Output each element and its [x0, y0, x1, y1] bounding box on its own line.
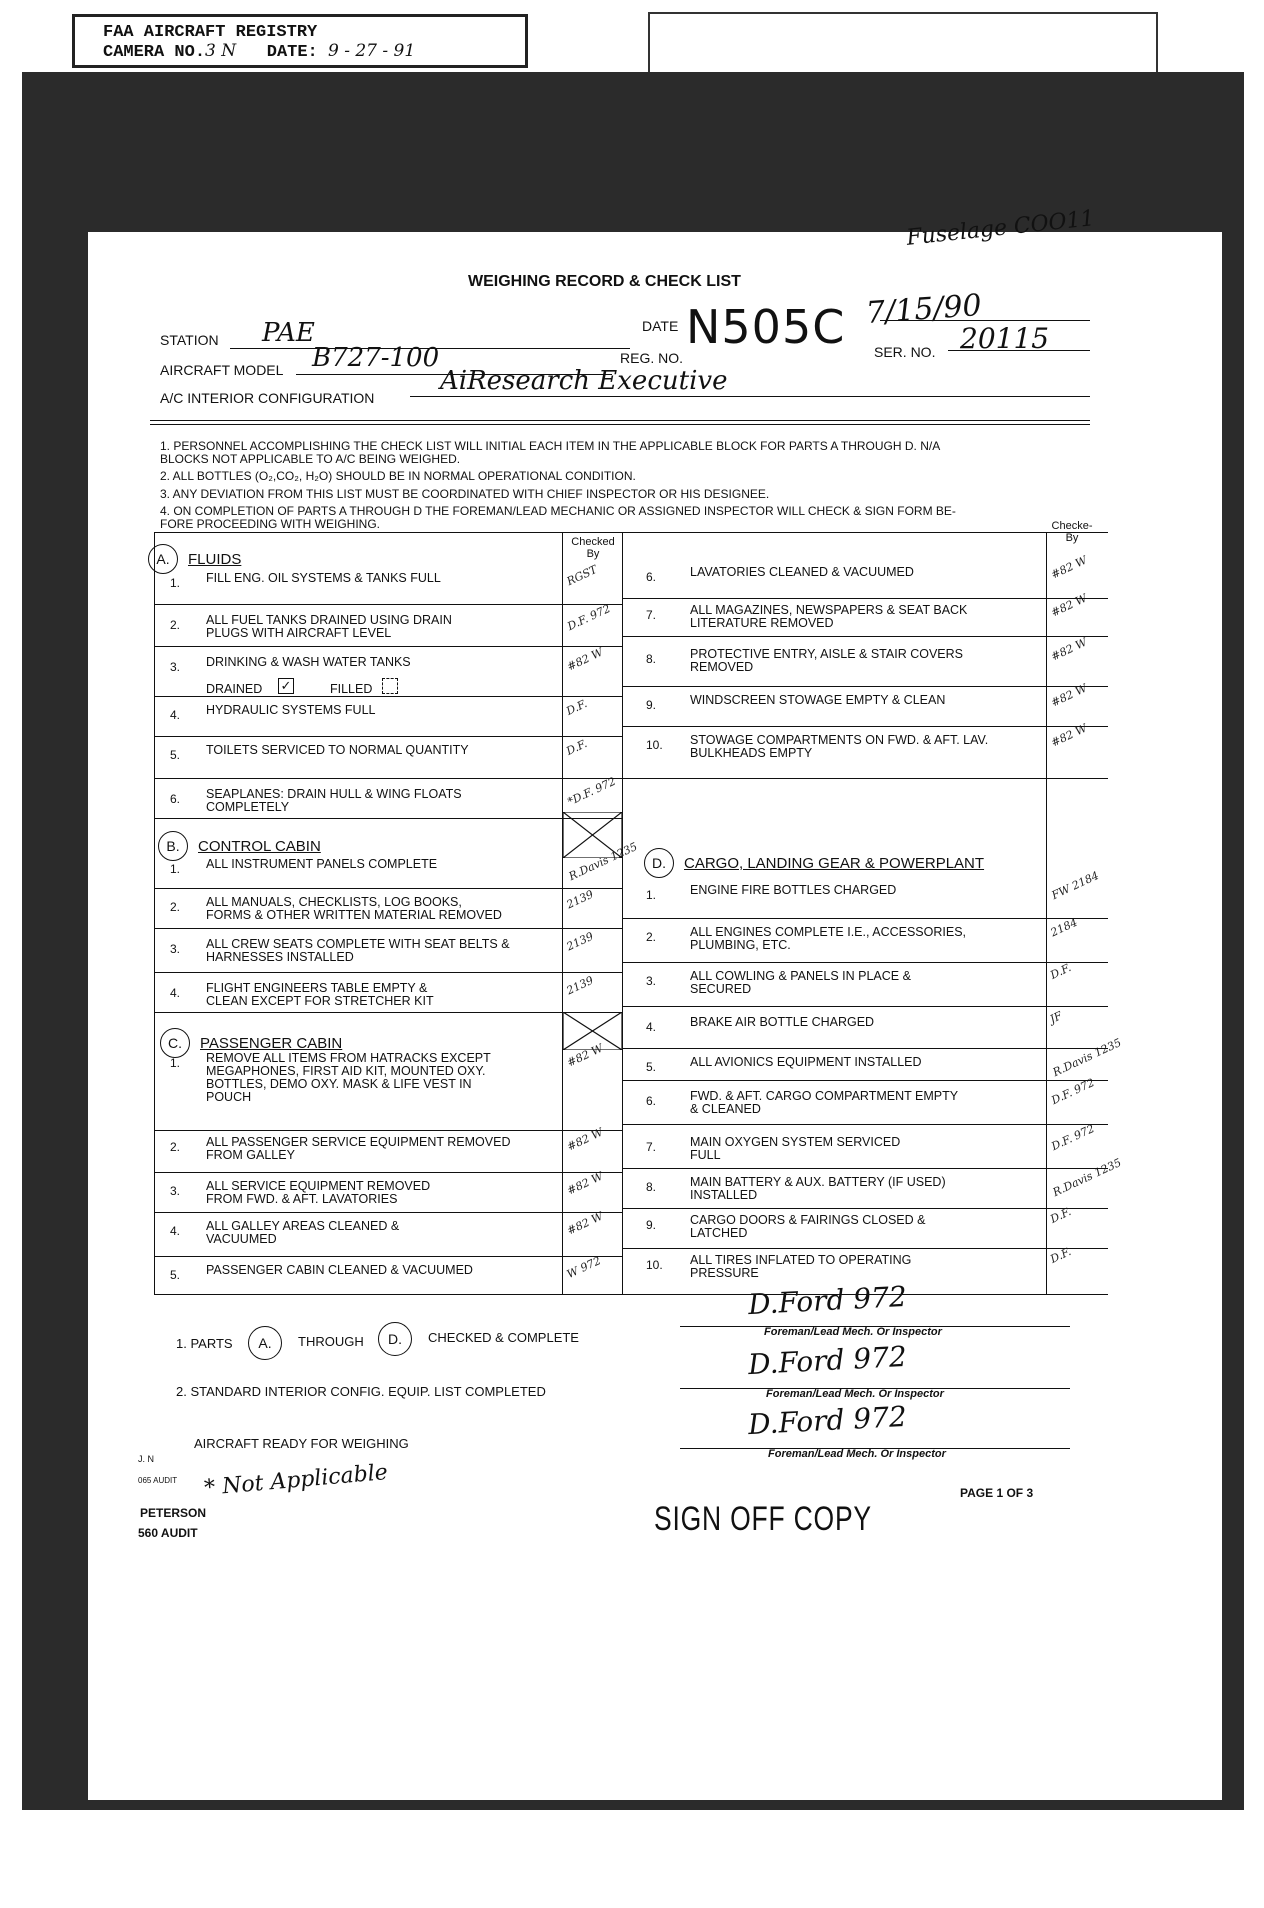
inspector-initials: 2184: [1048, 915, 1080, 940]
inspector-initials: FW 2184: [1049, 868, 1101, 903]
inspector-initials: *D.F. 972: [565, 774, 618, 809]
inspector-initials: #82 W: [1049, 553, 1089, 582]
checklist-item: FWD. & AFT. CARGO COMPARTMENT EMPTY & CLEANED: [690, 1089, 959, 1116]
item-number: 4.: [170, 708, 181, 722]
item-number: 1.: [170, 576, 181, 590]
not-applicable-note: * Not Applicable: [203, 1460, 389, 1501]
checklist-item: ALL GALLEY AREAS CLEANED & VACUUMED: [206, 1219, 400, 1246]
item-number: 5.: [170, 748, 181, 762]
stamp-title: FAA AIRCRAFT REGISTRY: [103, 23, 318, 42]
item-number: 5.: [646, 1060, 657, 1074]
inspector-initials: 2139: [564, 929, 596, 954]
small-stamp-2: 065 AUDIT: [138, 1476, 178, 1485]
row-divider: [154, 1172, 622, 1173]
inspector-initials: D.F.: [564, 737, 590, 758]
instruction-1b: BLOCKS NOT APPLICABLE TO A/C BEING WEIGHED.: [160, 452, 461, 466]
item-number: 2.: [170, 1140, 181, 1154]
checklist-item: FILL ENG. OIL SYSTEMS & TANKS FULL: [206, 571, 441, 585]
item-number: 10.: [646, 738, 663, 752]
item-number: 7.: [646, 1140, 657, 1154]
inspector-initials: #82 W: [565, 1125, 605, 1154]
row-divider: [622, 918, 1108, 919]
inspector-initials: #82 W: [565, 1209, 605, 1238]
checklist-item: TOILETS SERVICED TO NORMAL QUANTITY: [206, 743, 469, 757]
row-divider: [622, 1124, 1108, 1125]
row-divider: [154, 888, 622, 889]
checklist-item: ALL MAGAZINES, NEWSPAPERS & SEAT BACK LITERATURE REMOVED: [690, 603, 968, 630]
row-divider: [622, 778, 1108, 779]
filled-label: FILLED: [330, 682, 373, 696]
reg-label: REG. NO.: [620, 350, 684, 366]
checked-by-header-right: Checke- By: [1051, 520, 1093, 544]
section-c-circle: C.: [160, 1028, 190, 1058]
item-number: 7.: [646, 608, 657, 622]
item-number: 1.: [170, 1056, 181, 1070]
checklist-item: STOWAGE COMPARTMENTS ON FWD. & AFT. LAV. BULKHEADS EMPTY: [690, 733, 989, 760]
inspector-initials: 2139: [564, 887, 596, 912]
checklist-item: ALL MANUALS, CHECKLISTS, LOG BOOKS, FORMS & OTHER WRITTEN MATERIAL REMOVED: [206, 895, 502, 922]
section-d-circle: D.: [644, 848, 674, 878]
row-divider: [622, 1248, 1108, 1249]
section-c-title: PASSENGER CABIN: [200, 1034, 343, 1052]
checklist-item: DRINKING & WASH WATER TANKS: [206, 655, 411, 669]
row-divider: [154, 604, 622, 605]
checklist-item: ALL AVIONICS EQUIPMENT INSTALLED: [690, 1055, 922, 1069]
row-divider: [154, 696, 622, 697]
item-number: 6.: [170, 792, 181, 806]
model-value: B727-100: [312, 343, 440, 373]
small-stamp-1: J. N: [138, 1454, 155, 1464]
station-label: STATION: [160, 332, 219, 348]
row-divider: [154, 972, 622, 973]
inspector-initials: 2139: [564, 973, 596, 998]
row-divider: [154, 1130, 622, 1131]
page-number: PAGE 1 OF 3: [960, 1486, 1034, 1500]
inspector-initials: D.F.: [1048, 961, 1074, 982]
instruction-4b: FORE PROCEEDING WITH WEIGHING.: [160, 517, 381, 531]
filled-checkbox: [382, 678, 398, 694]
row-divider: [622, 1080, 1108, 1081]
row-divider: [622, 726, 1108, 727]
inspector-initials: #82 W: [1049, 635, 1089, 664]
checklist-item: PASSENGER CABIN CLEANED & VACUUMED: [206, 1263, 473, 1277]
camera-number: 3 N: [205, 41, 237, 61]
signature-caption-3: Foreman/Lead Mech. Or Inspector: [768, 1448, 946, 1460]
checklist-item: WINDSCREEN STOWAGE EMPTY & CLEAN: [690, 693, 946, 707]
sign-off-copy: SIGN OFF COPY: [654, 1500, 872, 1538]
row-divider: [622, 1048, 1108, 1049]
signature-caption-1: Foreman/Lead Mech. Or Inspector: [764, 1326, 942, 1338]
row-divider: [622, 636, 1108, 637]
checklist-item: ALL ENGINES COMPLETE I.E., ACCESSORIES, PLUMBING, ETC.: [690, 925, 967, 952]
date-label: DATE: [642, 318, 679, 334]
checklist-item: MAIN BATTERY & AUX. BATTERY (IF USED) INSTALLED: [690, 1175, 946, 1202]
checklist-item: ALL CREW SEATS COMPLETE WITH SEAT BELTS & HARNESSES INSTALLED: [206, 937, 510, 964]
inspector-initials: D.F. 972: [1049, 1075, 1097, 1108]
item-number: 8.: [646, 652, 657, 666]
item-number: 3.: [170, 1184, 181, 1198]
row-divider: [154, 646, 622, 647]
signature-3: D.Ford 972: [747, 1399, 908, 1442]
row-divider: [154, 1256, 622, 1257]
section-d: [644, 848, 984, 878]
checklist-item: CARGO DOORS & FAIRINGS CLOSED & LATCHED: [690, 1213, 926, 1240]
instruction-3: 3. ANY DEVIATION FROM THIS LIST MUST BE COORDINATED WITH CHIEF INSPECTOR OR HIS DESIGNEE.: [160, 487, 770, 501]
row-divider: [622, 1006, 1108, 1007]
peterson-stamp: PETERSON: [140, 1506, 207, 1520]
checklist-item: ENGINE FIRE BOTTLES CHARGED: [690, 883, 897, 897]
stamp-date: 9 - 27 - 91: [327, 41, 416, 61]
checklist-item: HYDRAULIC SYSTEMS FULL: [206, 703, 376, 717]
checklist-item: ALL COWLING & PANELS IN PLACE & SECURED: [690, 969, 911, 996]
inspector-initials: #82 W: [565, 1041, 605, 1070]
checklist-item: REMOVE ALL ITEMS FROM HATRACKS EXCEPT MEGAPHONES, FIRST AID KIT, MOUNTED OXY. BOTTLES, DEMO OXY. MASK & LIFE VEST IN POUCH: [206, 1051, 491, 1104]
inspector-initials: R.Davis 1235: [1050, 1035, 1124, 1080]
instruction-1: 1. PERSONNEL ACCOMPLISHING THE CHECK LIST WILL INITIAL EACH ITEM IN THE APPLICABLE BLOCK FOR PARTS A THROUGH D. N/A: [160, 439, 941, 453]
section-a-title: FLUIDS: [188, 550, 242, 568]
checklist-item: PROTECTIVE ENTRY, AISLE & STAIR COVERS REMOVED: [690, 647, 963, 674]
checklist-item: ALL TIRES INFLATED TO OPERATING PRESSURE: [690, 1253, 912, 1280]
section-b-title: CONTROL CABIN: [198, 837, 321, 855]
item-number: 4.: [646, 1020, 657, 1034]
item-number: 2.: [646, 930, 657, 944]
row-divider: [622, 962, 1108, 963]
drained-label: DRAINED: [206, 682, 263, 696]
checklist-item: ALL SERVICE EQUIPMENT REMOVED FROM FWD. & AFT. LAVATORIES: [206, 1179, 431, 1206]
inspector-initials: JF: [1047, 1009, 1065, 1026]
parts-circle-a: A.: [248, 1326, 282, 1360]
date-value: 7/15/90: [864, 288, 983, 331]
signature-caption-2: Foreman/Lead Mech. Or Inspector: [766, 1388, 944, 1400]
parts-circle-d: D.: [378, 1322, 412, 1356]
inspector-initials: D.F. 972: [1049, 1121, 1097, 1154]
row-divider: [622, 686, 1108, 687]
inspector-initials: #82 W: [565, 645, 605, 674]
item-number: 3.: [646, 974, 657, 988]
item-number: 3.: [170, 942, 181, 956]
item-number: 9.: [646, 1218, 657, 1232]
checklist-item: ALL FUEL TANKS DRAINED USING DRAIN PLUGS WITH AIRCRAFT LEVEL: [206, 613, 452, 640]
section-a: [148, 544, 241, 574]
model-label: AIRCRAFT MODEL: [160, 362, 284, 378]
row-divider: [154, 928, 622, 929]
signature-2: D.Ford 972: [747, 1339, 908, 1382]
audit-stamp: 560 AUDIT: [138, 1526, 198, 1540]
item-number: 5.: [170, 1268, 181, 1282]
item-number: 2.: [170, 618, 181, 632]
signature-1: D.Ford 972: [747, 1279, 908, 1322]
std-interior-label: 2. STANDARD INTERIOR CONFIG. EQUIP. LIST COMPLETED: [176, 1384, 546, 1399]
interior-value: AiResearch Executive: [440, 366, 728, 396]
ready-label: AIRCRAFT READY FOR WEIGHING: [194, 1436, 409, 1451]
inspector-initials: D.F.: [1048, 1245, 1074, 1266]
checklist-item: SEAPLANES: DRAIN HULL & WING FLOATS COMPLETELY: [206, 787, 462, 814]
inspector-initials: #82 W: [565, 1169, 605, 1198]
row-divider: [622, 598, 1108, 599]
inspector-initials: #82 W: [1049, 591, 1089, 620]
form-title: WEIGHING RECORD & CHECK LIST: [468, 273, 741, 290]
section-a-circle: A.: [148, 544, 178, 574]
inspector-initials: R.Davis 1235: [566, 839, 640, 884]
item-number: 4.: [170, 986, 181, 1000]
item-number: 6.: [646, 1094, 657, 1108]
checklist-item: LAVATORIES CLEANED & VACUUMED: [690, 565, 914, 579]
interior-label: A/C INTERIOR CONFIGURATION: [160, 390, 375, 406]
inspector-initials: #82 W: [1049, 681, 1089, 710]
checklist-item: BRAKE AIR BOTTLE CHARGED: [690, 1015, 875, 1029]
item-number: 10.: [646, 1258, 663, 1272]
row-divider: [622, 1208, 1108, 1209]
item-number: 6.: [646, 570, 657, 584]
row-divider: [154, 1212, 622, 1213]
item-number: 1.: [646, 888, 657, 902]
reg-value: N505C: [686, 300, 846, 354]
inspector-initials: D.F. 972: [565, 601, 613, 634]
item-number: 3.: [170, 660, 181, 674]
item-number: 9.: [646, 698, 657, 712]
item-number: 2.: [170, 900, 181, 914]
instruction-2: 2. ALL BOTTLES (O₂,CO₂, H₂O) SHOULD BE IN NORMAL OPERATIONAL CONDITION.: [160, 469, 636, 483]
through-label: THROUGH: [298, 1334, 364, 1349]
parts-label: 1. PARTS: [176, 1336, 233, 1351]
ser-value: 20115: [960, 322, 1050, 355]
inspector-initials: W 972: [564, 1254, 603, 1281]
drained-checkbox: ✓: [278, 678, 294, 694]
corner-note: Fuselage COO11: [905, 206, 1096, 251]
section-d-title: CARGO, LANDING GEAR & POWERPLANT: [684, 854, 985, 872]
row-divider: [154, 818, 622, 819]
inspector-initials: D.F.: [1048, 1205, 1074, 1226]
row-divider: [154, 778, 622, 779]
row-divider: [154, 1012, 622, 1013]
inspector-initials: R.Davis 1235: [1050, 1155, 1124, 1200]
checked-complete-label: CHECKED & COMPLETE: [428, 1330, 579, 1345]
checklist-item: ALL PASSENGER SERVICE EQUIPMENT REMOVED FROM GALLEY: [206, 1135, 511, 1162]
inspector-initials: RGST: [564, 562, 600, 589]
inspector-initials: D.F.: [564, 697, 590, 718]
ser-label: SER. NO.: [874, 344, 936, 360]
row-divider: [622, 1168, 1108, 1169]
item-number: 1.: [170, 862, 181, 876]
checklist-item: ALL INSTRUMENT PANELS COMPLETE: [206, 857, 438, 871]
checked-by-header: Checked By: [571, 536, 615, 560]
item-number: 8.: [646, 1180, 657, 1194]
instruction-4: 4. ON COMPLETION OF PARTS A THROUGH D THE FOREMAN/LEAD MECHANIC OR ASSIGNED INSPECTOR WILL CHECK & SIGN FORM BE-: [160, 504, 956, 518]
section-b-circle: B.: [158, 831, 188, 861]
checklist-item: FLIGHT ENGINEERS TABLE EMPTY & CLEAN EXCEPT FOR STRETCHER KIT: [206, 981, 434, 1008]
stamp-camera-line: CAMERA NO.3 N DATE: 9 - 27 - 91: [103, 41, 416, 62]
inspector-initials: #82 W: [1049, 721, 1089, 750]
item-number: 4.: [170, 1224, 181, 1238]
row-divider: [154, 736, 622, 737]
station-value: PAE: [262, 318, 315, 348]
checklist-item: MAIN OXYGEN SYSTEM SERVICED FULL: [690, 1135, 901, 1162]
